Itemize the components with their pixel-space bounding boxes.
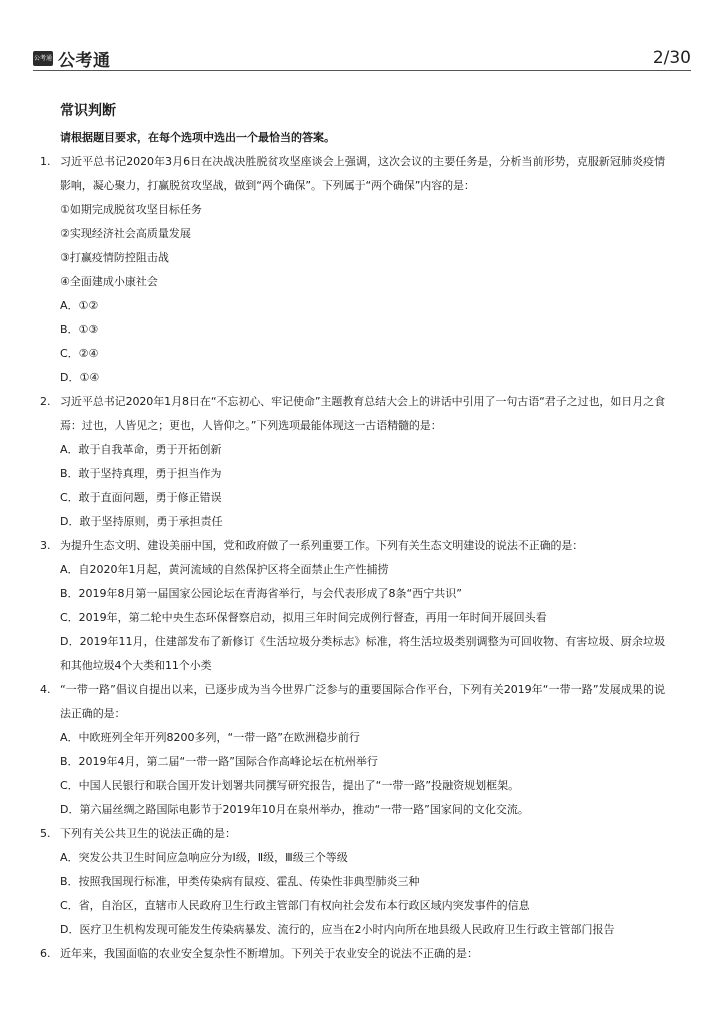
question-stem: 近年来，我国面临的农业安全复杂性不断增加。下列关于农业安全的说法不正确的是： — [60, 947, 478, 960]
section-title: 常识判断 — [60, 103, 116, 119]
section-instruction: 请根据题目要求，在每个选项中选出一个最恰当的答案。 — [60, 131, 335, 144]
option-a: A．自2020年1月起，黄河流域的自然保护区将全面禁止生产性捕捞 — [60, 563, 389, 576]
option-b: B．2019年4月，第二届“一带一路”国际合作高峰论坛在杭州举行 — [60, 755, 378, 768]
question-number: 5. — [40, 827, 51, 840]
question-5 — [40, 822, 665, 942]
question-number: 3. — [40, 539, 51, 552]
document-body — [40, 96, 665, 966]
option-b: B．①③ — [60, 323, 99, 336]
option-d: D．①④ — [60, 371, 100, 384]
option-c: C．2019年，第二轮中央生态环保督察启动，拟用三年时间完成例行督查，再用一年时间开展回头看 — [60, 611, 547, 624]
page-indicator: 2/30 — [652, 48, 691, 68]
question-3 — [40, 534, 665, 678]
question-stem: “一带一路”倡议自提出以来，已逐步成为当今世界广泛参与的重要国际合作平台，下列有关2019年“一带一路”发展成果的说法正确的是： — [60, 683, 665, 720]
page-header — [33, 44, 691, 71]
option-b: B．2019年8月第一届国家公园论坛在青海省举行，与会代表形成了8条“西宁共识” — [60, 587, 462, 600]
question-2 — [40, 390, 665, 534]
option-b: B．按照我国现行标准，甲类传染病有鼠疫、霍乱、传染性非典型肺炎三种 — [60, 875, 420, 888]
brand-logo — [33, 46, 111, 71]
question-stem: 下列有关公共卫生的说法正确的是： — [60, 827, 236, 840]
option-a: A．突发公共卫生时间应急响应分为Ⅰ级，Ⅱ级，Ⅲ级三个等级 — [60, 851, 348, 864]
option-c: C．中国人民银行和联合国开发计划署共同撰写研究报告，提出了“一带一路”投融资规划框架。 — [60, 779, 520, 792]
option-d: D．医疗卫生机构发现可能发生传染病暴发、流行的，应当在2小时内向所在地县级人民政府卫生行政主管部门报告 — [60, 923, 615, 936]
option-d: D．第六届丝绸之路国际电影节于2019年10月在泉州举办，推动“一带一路”国家间的文化交流。 — [60, 803, 529, 816]
question-stem: 习近平总书记2020年1月8日在“不忘初心、牢记使命”主题教育总结大会上的讲话中引用了一句古语“君子之过也，如日月之食焉：过也，人皆见之；更也，人皆仰之。”下列选项最能体现这一古语精髓的是： — [60, 395, 665, 432]
option-c: C．省，自治区，直辖市人民政府卫生行政主管部门有权向社会发布本行政区域内突发事件的信息 — [60, 899, 530, 912]
question-6 — [40, 942, 665, 966]
question-number: 2. — [40, 395, 51, 408]
question-item: ④全面建成小康社会 — [60, 275, 158, 288]
question-item: ①如期完成脱贫攻坚目标任务 — [60, 203, 202, 216]
logo-text: 公考通 — [58, 51, 111, 71]
option-a: A．①② — [60, 299, 99, 312]
question-item: ③打赢疫情防控阻击战 — [60, 251, 169, 264]
question-1 — [40, 150, 665, 390]
question-stem: 习近平总书记2020年3月6日在决战决胜脱贫攻坚座谈会上强调，这次会议的主要任务是，分析当前形势，克服新冠肺炎疫情影响，凝心聚力，打赢脱贫攻坚战，做到“两个确保”。下列属于“两个确保”内容的是： — [60, 155, 665, 192]
option-a: A．敢于自我革命，勇于开拓创新 — [60, 443, 222, 456]
option-b: B．敢于坚持真理，勇于担当作为 — [60, 467, 222, 480]
option-d: D．敢于坚持原则，勇于承担责任 — [60, 515, 223, 528]
question-stem: 为提升生态文明、建设美丽中国，党和政府做了一系列重要工作。下列有关生态文明建设的说法不正确的是： — [60, 539, 584, 552]
option-c: C．敢于直面问题，勇于修正错误 — [60, 491, 222, 504]
option-a: A．中欧班列全年开列8200多列，“一带一路”在欧洲稳步前行 — [60, 731, 360, 744]
question-number: 4. — [40, 683, 51, 696]
question-number: 1. — [40, 155, 51, 168]
logo-badge: 公考通 — [33, 51, 53, 66]
option-c: C．②④ — [60, 347, 99, 360]
question-item: ②实现经济社会高质量发展 — [60, 227, 191, 240]
option-d: D．2019年11月，住建部发布了新修订《生活垃圾分类标志》标准，将生活垃圾类别调整为可回收物、有害垃圾、厨余垃圾和其他垃圾4个大类和11个小类 — [60, 635, 665, 672]
question-4 — [40, 678, 665, 822]
question-number: 6. — [40, 947, 51, 960]
